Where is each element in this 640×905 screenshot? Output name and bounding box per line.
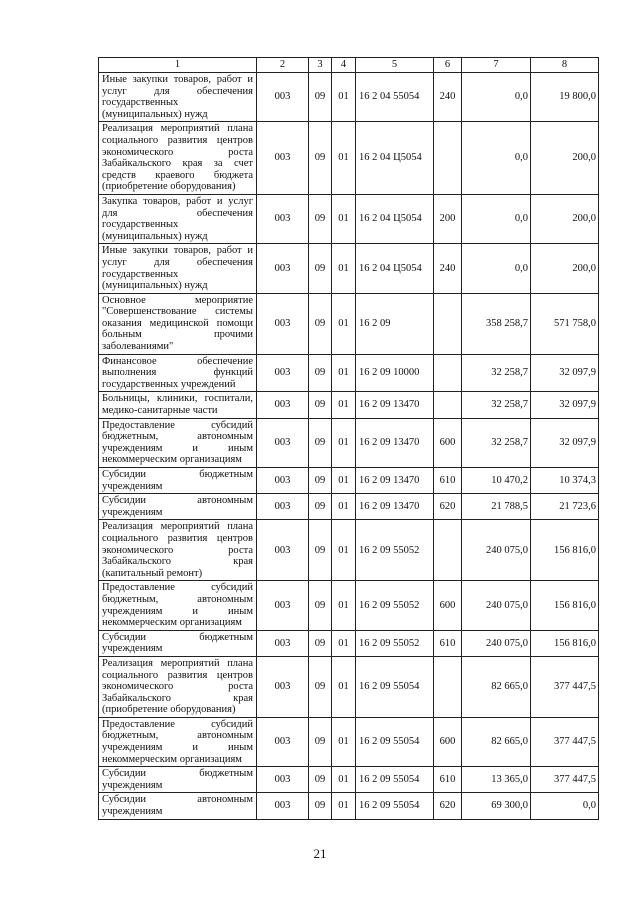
cell-subsection-code: 01 xyxy=(332,520,356,581)
cell-ministry-code: 003 xyxy=(257,194,309,243)
cell-target-article: 16 2 09 55054 xyxy=(356,656,434,717)
cell-section-code: 09 xyxy=(309,630,332,656)
cell-expense-type: 240 xyxy=(434,244,462,293)
cell-amount-year-2: 377 447,5 xyxy=(531,717,599,766)
cell-amount-year-1: 240 075,0 xyxy=(462,520,531,581)
cell-amount-year-2: 156 816,0 xyxy=(531,520,599,581)
cell-section-code: 09 xyxy=(309,581,332,630)
cell-amount-year-1: 13 365,0 xyxy=(462,767,531,793)
table-row xyxy=(99,793,599,819)
cell-expense-type xyxy=(434,520,462,581)
column-header-4: 4 xyxy=(332,58,356,73)
cell-section-code: 09 xyxy=(309,468,332,494)
cell-item-name: Иные закупки товаров, работ и услуг для обеспечения государственных (муниципальных) нужд xyxy=(99,73,257,122)
cell-subsection-code: 01 xyxy=(332,244,356,293)
cell-expense-type: 610 xyxy=(434,767,462,793)
cell-amount-year-2: 156 816,0 xyxy=(531,581,599,630)
column-header-8: 8 xyxy=(531,58,599,73)
cell-section-code: 09 xyxy=(309,520,332,581)
cell-ministry-code: 003 xyxy=(257,717,309,766)
cell-amount-year-2: 32 097,9 xyxy=(531,392,599,418)
cell-target-article: 16 2 09 55052 xyxy=(356,581,434,630)
column-header-7: 7 xyxy=(462,58,531,73)
cell-amount-year-2: 377 447,5 xyxy=(531,656,599,717)
table-row xyxy=(99,293,599,354)
cell-amount-year-1: 0,0 xyxy=(462,244,531,293)
table-row xyxy=(99,73,599,122)
cell-item-name: Субсидии бюджетным учреждениям xyxy=(99,468,257,494)
budget-table-container xyxy=(98,57,598,820)
cell-expense-type: 600 xyxy=(434,581,462,630)
cell-section-code: 09 xyxy=(309,793,332,819)
cell-item-name: Реализация мероприятий плана социального развития центров экономического роста Забайкальского края (капитальный ремонт) xyxy=(99,520,257,581)
cell-expense-type: 610 xyxy=(434,630,462,656)
cell-section-code: 09 xyxy=(309,194,332,243)
cell-expense-type xyxy=(434,293,462,354)
cell-target-article: 16 2 09 55054 xyxy=(356,717,434,766)
cell-expense-type xyxy=(434,122,462,195)
cell-item-name: Предоставление субсидий бюджетным, автономным учреждениям и иным некоммерческим организациям xyxy=(99,717,257,766)
cell-subsection-code: 01 xyxy=(332,293,356,354)
table-row xyxy=(99,520,599,581)
column-header-1: 1 xyxy=(99,58,257,73)
cell-section-code: 09 xyxy=(309,418,332,467)
table-row xyxy=(99,244,599,293)
cell-amount-year-1: 32 258,7 xyxy=(462,354,531,392)
table-row xyxy=(99,194,599,243)
cell-target-article: 16 2 09 55052 xyxy=(356,630,434,656)
page-number: 21 xyxy=(313,846,327,861)
cell-ministry-code: 003 xyxy=(257,418,309,467)
cell-target-article: 16 2 09 55054 xyxy=(356,767,434,793)
cell-subsection-code: 01 xyxy=(332,630,356,656)
cell-amount-year-2: 156 816,0 xyxy=(531,630,599,656)
cell-item-name: Субсидии автономным учреждениям xyxy=(99,494,257,520)
cell-amount-year-2: 10 374,3 xyxy=(531,468,599,494)
cell-section-code: 09 xyxy=(309,354,332,392)
cell-subsection-code: 01 xyxy=(332,468,356,494)
column-header-5: 5 xyxy=(356,58,434,73)
cell-ministry-code: 003 xyxy=(257,656,309,717)
cell-target-article: 16 2 09 13470 xyxy=(356,468,434,494)
cell-subsection-code: 01 xyxy=(332,354,356,392)
cell-ministry-code: 003 xyxy=(257,244,309,293)
cell-target-article: 16 2 04 Ц5054 xyxy=(356,194,434,243)
cell-ministry-code: 003 xyxy=(257,392,309,418)
cell-subsection-code: 01 xyxy=(332,717,356,766)
cell-amount-year-2: 200,0 xyxy=(531,244,599,293)
cell-section-code: 09 xyxy=(309,494,332,520)
cell-ministry-code: 003 xyxy=(257,293,309,354)
cell-section-code: 09 xyxy=(309,293,332,354)
cell-expense-type xyxy=(434,392,462,418)
cell-item-name: Субсидии автономным учреждениям xyxy=(99,793,257,819)
cell-ministry-code: 003 xyxy=(257,793,309,819)
cell-amount-year-1: 358 258,7 xyxy=(462,293,531,354)
table-body xyxy=(99,73,599,820)
cell-target-article: 16 2 09 10000 xyxy=(356,354,434,392)
cell-amount-year-2: 571 758,0 xyxy=(531,293,599,354)
cell-amount-year-2: 21 723,6 xyxy=(531,494,599,520)
cell-amount-year-1: 82 665,0 xyxy=(462,717,531,766)
cell-amount-year-2: 32 097,9 xyxy=(531,354,599,392)
cell-subsection-code: 01 xyxy=(332,793,356,819)
table-row xyxy=(99,418,599,467)
cell-expense-type: 600 xyxy=(434,418,462,467)
cell-item-name: Иные закупки товаров, работ и услуг для обеспечения государственных (муниципальных) нужд xyxy=(99,244,257,293)
cell-expense-type: 620 xyxy=(434,793,462,819)
cell-amount-year-1: 240 075,0 xyxy=(462,630,531,656)
cell-amount-year-1: 10 470,2 xyxy=(462,468,531,494)
cell-subsection-code: 01 xyxy=(332,73,356,122)
cell-ministry-code: 003 xyxy=(257,494,309,520)
cell-amount-year-2: 19 800,0 xyxy=(531,73,599,122)
cell-section-code: 09 xyxy=(309,767,332,793)
cell-target-article: 16 2 09 13470 xyxy=(356,494,434,520)
cell-target-article: 16 2 04 Ц5054 xyxy=(356,122,434,195)
cell-subsection-code: 01 xyxy=(332,122,356,195)
table-row xyxy=(99,392,599,418)
cell-section-code: 09 xyxy=(309,122,332,195)
cell-ministry-code: 003 xyxy=(257,468,309,494)
cell-amount-year-1: 0,0 xyxy=(462,122,531,195)
cell-subsection-code: 01 xyxy=(332,494,356,520)
cell-amount-year-2: 0,0 xyxy=(531,793,599,819)
cell-expense-type: 200 xyxy=(434,194,462,243)
table-row xyxy=(99,581,599,630)
cell-item-name: Субсидии бюджетным учреждениям xyxy=(99,630,257,656)
column-header-2: 2 xyxy=(257,58,309,73)
cell-section-code: 09 xyxy=(309,392,332,418)
cell-amount-year-1: 240 075,0 xyxy=(462,581,531,630)
table-row xyxy=(99,767,599,793)
cell-expense-type xyxy=(434,354,462,392)
cell-item-name: Больницы, клиники, госпитали, медико-санитарные части xyxy=(99,392,257,418)
cell-subsection-code: 01 xyxy=(332,392,356,418)
cell-amount-year-2: 32 097,9 xyxy=(531,418,599,467)
cell-ministry-code: 003 xyxy=(257,122,309,195)
cell-expense-type: 620 xyxy=(434,494,462,520)
cell-section-code: 09 xyxy=(309,244,332,293)
cell-item-name: Закупка товаров, работ и услуг для обеспечения государственных (муниципальных) нужд xyxy=(99,194,257,243)
table-row xyxy=(99,122,599,195)
cell-amount-year-2: 377 447,5 xyxy=(531,767,599,793)
cell-subsection-code: 01 xyxy=(332,656,356,717)
cell-amount-year-2: 200,0 xyxy=(531,122,599,195)
cell-ministry-code: 003 xyxy=(257,520,309,581)
cell-amount-year-1: 0,0 xyxy=(462,73,531,122)
cell-ministry-code: 003 xyxy=(257,581,309,630)
cell-section-code: 09 xyxy=(309,73,332,122)
table-row xyxy=(99,630,599,656)
budget-table xyxy=(98,57,599,820)
cell-item-name: Финансовое обеспечение выполнения функций государственных учреждений xyxy=(99,354,257,392)
cell-expense-type xyxy=(434,656,462,717)
cell-item-name: Реализация мероприятий плана социального развития центров экономического роста Забайкальского края (приобретение оборудования) xyxy=(99,656,257,717)
cell-subsection-code: 01 xyxy=(332,418,356,467)
cell-subsection-code: 01 xyxy=(332,194,356,243)
cell-amount-year-1: 32 258,7 xyxy=(462,418,531,467)
table-row xyxy=(99,354,599,392)
cell-target-article: 16 2 09 13470 xyxy=(356,418,434,467)
cell-ministry-code: 003 xyxy=(257,73,309,122)
cell-item-name: Основное мероприятие "Совершенствование системы оказания медицинской помощи больным прочими заболеваниями" xyxy=(99,293,257,354)
cell-item-name: Субсидии бюджетным учреждениям xyxy=(99,767,257,793)
cell-amount-year-1: 0,0 xyxy=(462,194,531,243)
cell-subsection-code: 01 xyxy=(332,767,356,793)
cell-amount-year-1: 82 665,0 xyxy=(462,656,531,717)
cell-expense-type: 600 xyxy=(434,717,462,766)
cell-target-article: 16 2 09 55052 xyxy=(356,520,434,581)
cell-target-article: 16 2 09 xyxy=(356,293,434,354)
cell-section-code: 09 xyxy=(309,656,332,717)
cell-ministry-code: 003 xyxy=(257,630,309,656)
cell-expense-type: 610 xyxy=(434,468,462,494)
cell-section-code: 09 xyxy=(309,717,332,766)
cell-target-article: 16 2 09 13470 xyxy=(356,392,434,418)
table-row xyxy=(99,494,599,520)
cell-subsection-code: 01 xyxy=(332,581,356,630)
cell-target-article: 16 2 04 Ц5054 xyxy=(356,244,434,293)
cell-expense-type: 240 xyxy=(434,73,462,122)
cell-item-name: Предоставление субсидий бюджетным, автономным учреждениям и иным некоммерческим организациям xyxy=(99,418,257,467)
table-header-row xyxy=(99,58,599,73)
cell-amount-year-1: 69 300,0 xyxy=(462,793,531,819)
table-row xyxy=(99,717,599,766)
cell-target-article: 16 2 04 55054 xyxy=(356,73,434,122)
cell-item-name: Реализация мероприятий плана социального развития центров экономического роста Забайкальского края за счет средств краевого бюджета (приобретение оборудования) xyxy=(99,122,257,195)
cell-amount-year-2: 200,0 xyxy=(531,194,599,243)
cell-ministry-code: 003 xyxy=(257,767,309,793)
cell-target-article: 16 2 09 55054 xyxy=(356,793,434,819)
table-row xyxy=(99,468,599,494)
column-header-3: 3 xyxy=(309,58,332,73)
cell-item-name: Предоставление субсидий бюджетным, автономным учреждениям и иным некоммерческим организациям xyxy=(99,581,257,630)
cell-amount-year-1: 21 788,5 xyxy=(462,494,531,520)
cell-amount-year-1: 32 258,7 xyxy=(462,392,531,418)
table-row xyxy=(99,656,599,717)
column-header-6: 6 xyxy=(434,58,462,73)
cell-ministry-code: 003 xyxy=(257,354,309,392)
